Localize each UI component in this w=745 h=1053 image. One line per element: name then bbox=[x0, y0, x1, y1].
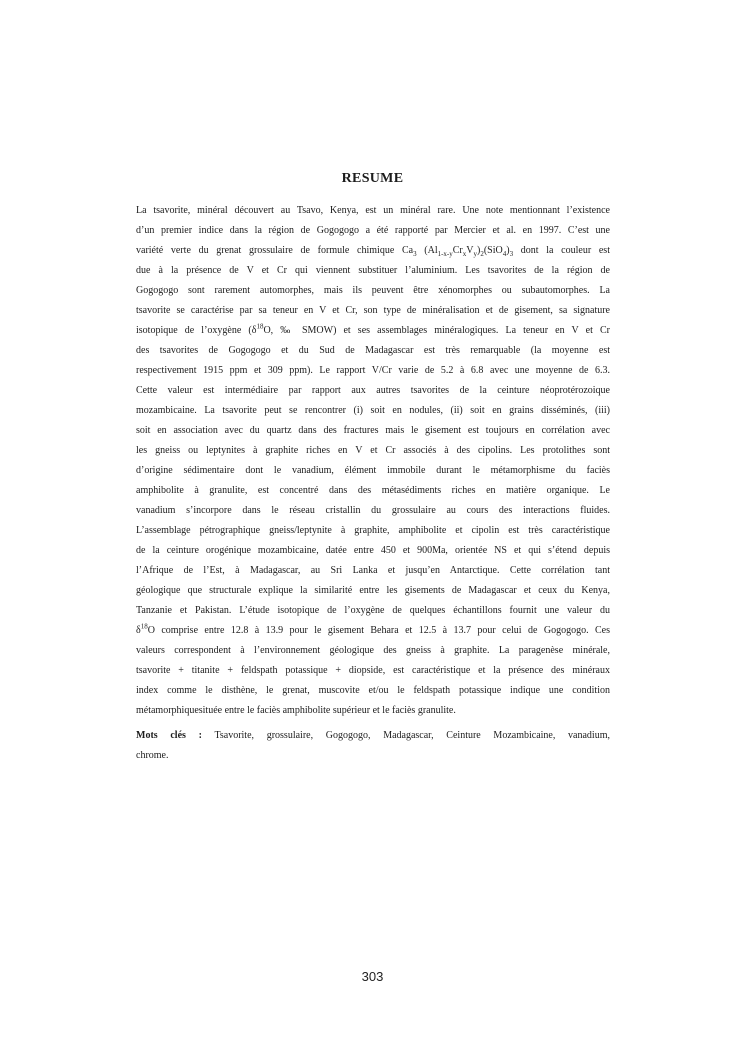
abstract-line: isotopique de l’oxygène ($\delta^{18}O$, ‰ SMOW) et ses assemblages minéralogiques. La teneur en V et Cr bbox=[136, 322, 610, 336]
abstract-line: amphibolite à granulite, est concentré dans des métasédiments riches en matière organique. Le bbox=[136, 485, 610, 496]
keywords-label: Mots clés : bbox=[136, 730, 202, 741]
abstract-line: tsavorite + titanite + feldspath potassique + diopside, est caractéristique et la présence des minéraux bbox=[136, 665, 610, 676]
keywords-line-2: chrome. bbox=[136, 750, 169, 761]
abstract-line: métamorphiquesituée entre le faciès amphibolite supérieur et le faciès granulite. bbox=[136, 705, 456, 716]
abstract-line: index comme le disthène, le grenat, muscovite et/ou le feldspath potassique indique une condition bbox=[136, 685, 610, 696]
abstract-line: des tsavorites de Gogogogo et du Sud de Madagascar est très remarquable (la moyenne est bbox=[136, 345, 610, 356]
keywords-line bbox=[136, 726, 610, 746]
keywords-text: Tsavorite, grossulaire, Gogogogo, Madagascar, Ceinture Mozambicaine, vanadium, bbox=[214, 730, 610, 741]
abstract-line: L’assemblage pétrographique gneiss/leptynite à graphite, amphibolite et cipolin est très caractéristique bbox=[136, 525, 610, 536]
page-title: RESUME bbox=[341, 171, 404, 186]
abstract-paragraph bbox=[136, 201, 610, 721]
abstract-line: l’Afrique de l’Est, à Madagascar, au Sri Lanka et jusqu’en Antarctique. Cette corrélation tant bbox=[136, 565, 610, 576]
abstract-line: variété verte du grenat grossulaire de formule chimique $Ca_3$ $(Al_{1-x-y}Cr_xV_y)_2(SiO_4)_3$ dont la couleur est bbox=[136, 245, 610, 258]
abstract-line: mozambicaine. La tsavorite peut se rencontrer (i) soit en nodules, (ii) soit en grains disséminés, (iii) bbox=[136, 405, 610, 416]
abstract-line: Cette valeur est intermédiaire par rapport aux autres tsavorites de la ceinture néoprotérozoique bbox=[136, 385, 610, 396]
abstract-line: $\delta^{18}O$ comprise entre 12.8 à 13.9 pour le gisement Behara et 12.5 à 13.7 pour celui de Gogogogo. Ces bbox=[136, 622, 610, 636]
abstract-line: tsavorite se caractérise par sa teneur en V et Cr, son type de minéralisation et de gisement, sa signature bbox=[136, 305, 610, 316]
abstract-line: d’origine sédimentaire dont le vanadium, élément immobile durant le métamorphisme du faciès bbox=[136, 465, 610, 476]
abstract-line: Tanzanie et Pakistan. L’étude isotopique de l’oxygène de quelques échantillons fournit une valeur du bbox=[136, 605, 610, 616]
abstract-line: les gneiss ou leptynites à graphite riches en V et Cr associés à des cipolins. Les protolithes sont bbox=[136, 445, 610, 456]
abstract-line: La tsavorite, minéral découvert au Tsavo, Kenya, est un minéral rare. Une note mentionnant l’existence bbox=[136, 205, 610, 216]
abstract-line: de la ceinture orogénique mozambicaine, datée entre 450 et 900Ma, orientée NS et qui s’étend depuis bbox=[136, 545, 610, 556]
abstract-line: vanadium s’incorpore dans le réseau cristallin du grossulaire au cours des interactions fluides. bbox=[136, 505, 610, 516]
abstract-line: d’un premier indice dans la région de Gogogogo a été rapporté par Mercier et al. en 1997. C’est une bbox=[136, 225, 610, 236]
abstract-line: respectivement 1915 ppm et 309 ppm). Le rapport V/Cr varie de 5.2 à 6.8 avec une moyenne de 6.3. bbox=[136, 365, 610, 376]
page-number: 303 bbox=[361, 969, 384, 984]
abstract-line: due à la présence de V et Cr qui viennent substituer l’aluminium. Les tsavorites de la région de bbox=[136, 265, 610, 276]
keywords-section bbox=[136, 726, 610, 766]
abstract-line: valeurs correspondent à l’environnement géologique des gneiss à graphite. La paragenèse minérale, bbox=[136, 645, 610, 656]
abstract-line: soit en association avec du quartz dans des fractures mais le gisement est toujours en corrélation avec bbox=[136, 425, 610, 436]
abstract-line: Gogogogo sont rarement automorphes, mais ils peuvent être xénomorphes ou subautomorphes. La bbox=[136, 285, 610, 296]
abstract-line: géologique que structurale explique la similarité entre les gisements de Madagascar et ceux du Kenya, bbox=[136, 585, 610, 596]
